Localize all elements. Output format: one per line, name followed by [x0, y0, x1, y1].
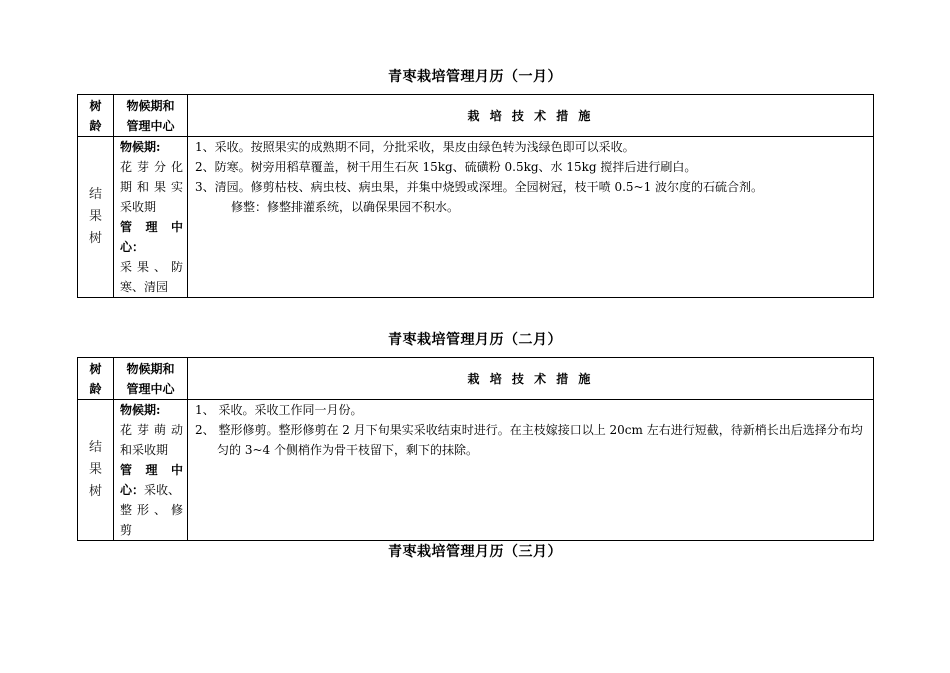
measure-item: 2、防寒。树旁用稻草覆盖，树干用生石灰 15kg、硫磺粉 0.5kg、水 15kg 搅拌后进行刷白。	[195, 160, 697, 174]
measures-cell	[188, 400, 874, 541]
management-center-label: 管 理 中	[120, 220, 183, 234]
header-phenology: 物候期和 管理中心	[114, 95, 188, 137]
header-phenology: 物候期和 管理中心	[114, 358, 188, 400]
phenology-label: 物候期:	[120, 403, 161, 417]
header-tree-age: 树 龄	[78, 95, 114, 137]
calendar-table-feb	[77, 357, 874, 541]
tree-age-cell: 结 果 树	[78, 400, 114, 541]
tree-age-cell: 结 果 树	[78, 137, 114, 298]
phenology-label: 物候期:	[120, 140, 161, 154]
phenology-cell: 物候期: 花 芽 分 化 期 和 果 实 采收期 管 理 中 心： 采 果 、 防 寒、清园	[114, 137, 188, 298]
management-center-label: 管 理 中	[120, 463, 183, 477]
measures-cell	[188, 137, 874, 298]
measure-item: 3、清园。修剪枯枝、病虫枝、病虫果，并集中烧毁或深埋。全园树冠，枝干喷 0.5~1 波尔度的石硫合剂。	[195, 180, 764, 194]
table-header-row	[78, 95, 874, 137]
measure-item: 2、 整形修剪。整形修剪在 2 月下旬果实采收结束时进行。在主枝嫁接口以上 20cm 左右进行短截，待新梢长出后选择分布均匀的 3~4 个侧梢作为骨干枝留下，剩下的抹除。	[195, 423, 863, 457]
measure-item: 修整：修整排灌系统，以确保果园不积水。	[231, 200, 460, 214]
table-row	[78, 400, 874, 541]
calendar-table-jan	[77, 94, 874, 298]
header-measures: 栽 培 技 术 措 施	[188, 358, 874, 400]
measure-item: 1、采收。按照果实的成熟期不同，分批采收，果皮由绿色转为浅绿色即可以采收。	[195, 140, 635, 154]
section-title-jan: 青枣栽培管理月历（一月）	[388, 69, 562, 85]
section-title-mar: 青枣栽培管理月历（三月）	[388, 544, 562, 560]
phenology-cell: 物候期: 花 芽 萌 动 和采收期 管 理 中 心：采收、 整 形 、 修 剪	[114, 400, 188, 541]
section-title-feb: 青枣栽培管理月历（二月）	[388, 332, 562, 348]
header-measures: 栽 培 技 术 措 施	[188, 95, 874, 137]
table-row	[78, 137, 874, 298]
measure-item: 1、 采收。采收工作同一月份。	[195, 403, 363, 417]
table-header-row	[78, 358, 874, 400]
header-tree-age: 树 龄	[78, 358, 114, 400]
